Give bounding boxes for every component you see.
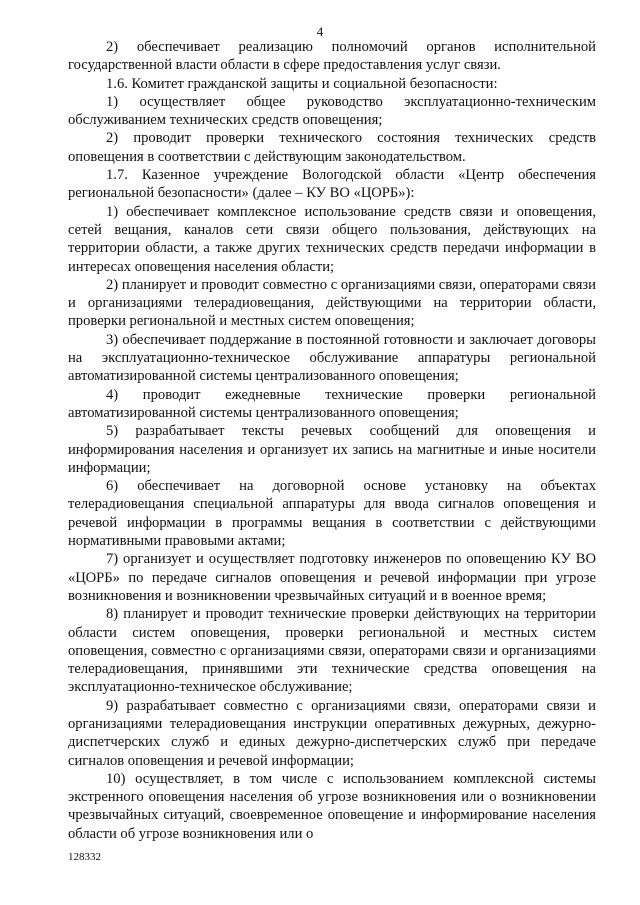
paragraph: 3) обеспечивает поддержание в постоянной готовности и заключает договоры на эксплуатационно-техническое обслуживание аппаратуры региональной автоматизированной системы централизованного оповещения;: [68, 331, 596, 385]
paragraph: 2) обеспечивает реализацию полномочий органов исполнительной государственной власти области в сфере предоставления услуг связи.: [68, 39, 596, 74]
paragraph: 1) осуществляет общее руководство эксплуатационно-техническим обслуживанием технических средств оповещения;: [68, 93, 596, 129]
paragraph: 10) осуществляет, в том числе с использованием комплексной системы экстренного оповещения населения об угрозе возникновения или о возникновении чрезвычайных ситуаций, своевременное оповещение и информирование населения области об угрозе возникновения или о: [68, 770, 596, 842]
paragraph: 8) планирует и проводит технические проверки действующих на территории области систем оповещения, проверки региональной и местных систем оповещения, совместно с организациями связи, операторами связи и организациями телерадиовещания, принявшими эти технические средства оповещения на эксплуатационно-техническое обслуживание;: [68, 606, 596, 696]
document-code: 128332: [68, 851, 101, 863]
paragraph: 1.6. Комитет гражданской защиты и социальной безопасности:: [106, 75, 498, 92]
paragraph: 9) разрабатывает совместно с организациями связи, операторами связи и организациями телерадиовещания инструкции оперативных дежурных, дежурно-диспетчерских служб и единых дежурно-диспетчерских служб при передаче сигналов оповещения и речевой информации;: [68, 697, 596, 769]
document-body: [68, 38, 596, 843]
paragraph: 2) проводит проверки технического состояния технических средств оповещения в соответствии с действующим законодательством.: [68, 130, 596, 165]
paragraph: 4) проводит ежедневные технические проверки региональной автоматизированной системы централизованного оповещения;: [68, 386, 596, 421]
page-number: 4: [316, 24, 324, 39]
paragraph: 2) планирует и проводит совместно с организациями связи, операторами связи и организациями телерадиовещания, действующими на территории области, проверки региональной и местных систем оповещения;: [68, 276, 596, 330]
paragraph: 6) обеспечивает на договорной основе установку на объектах телерадиовещания специальной аппаратуры для ввода сигналов оповещения и речевой информации в программы вещания в соответствии с действующими нормативными правовыми актами;: [68, 478, 596, 550]
paragraph: 7) организует и осуществляет подготовку инженеров по оповещению КУ ВО «ЦОРБ» по передаче сигналов оповещения и речевой информации при угрозе возникновения и возникновении чрезвычайных ситуаций и в военное время;: [68, 551, 596, 604]
paragraph: 5) разрабатывает тексты речевых сообщений для оповещения и информирования населения и организует их запись на магнитные и иные носители информации;: [68, 423, 596, 476]
paragraph: 1) обеспечивает комплексное использование средств связи и оповещения, сетей вещания, каналов сети связи общего пользования, действующих на территории области, а также других технических средств передачи информации в интересах оповещения населения области;: [68, 203, 596, 275]
paragraph: 1.7. Казенное учреждение Вологодской области «Центр обеспечения региональной безопасности» (далее – КУ ВО «ЦОРБ»):: [68, 167, 596, 202]
